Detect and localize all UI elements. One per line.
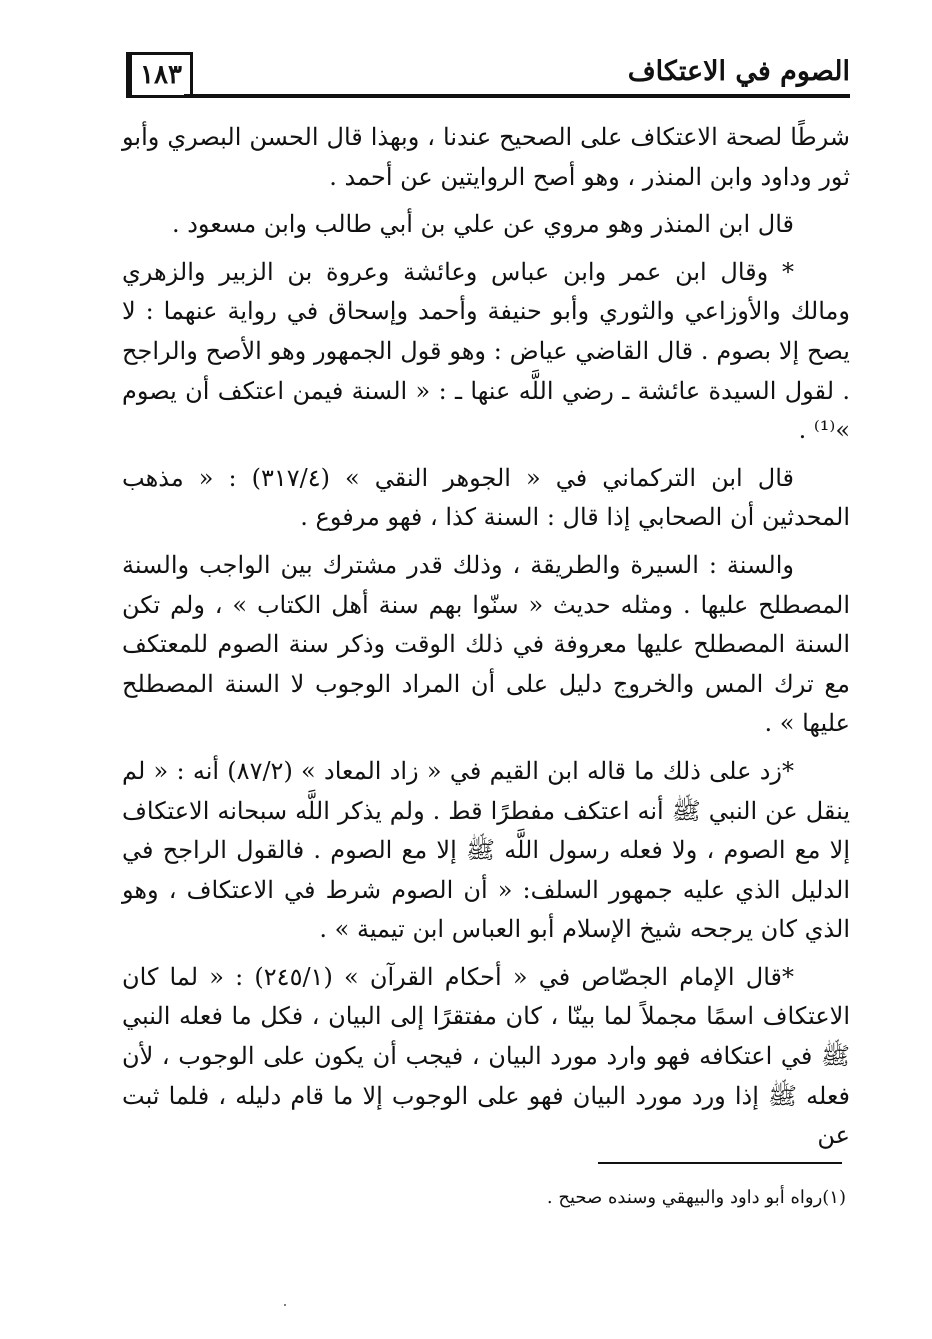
page-number: ١٨٣	[126, 52, 193, 98]
footnote-rule	[598, 1162, 842, 1164]
paragraph-6: *زد على ذلك ما قاله ابن القيم في « زاد المعاد » (٨٧/٢) أنه : « لم ينقل عن النبي ﷺ أنه اعتكف مفطرًا قط . ولم يذكر اللَّه سبحانه الاعتكاف إلا مع الصوم ، ولا فعله رسول اللَّه ﷺ إلا مع الصوم . فالقول الراجح في الدليل الذي عليه جمهور السلف: « أن الصوم شرط في الاعتكاف ، وهو الذي كان يرجحه شيخ الإسلام أبو العباس ابن تيمية » .	[122, 756, 851, 944]
header-rule	[184, 94, 850, 98]
paragraph-3: * وقال ابن عمر وابن عباس وعائشة وعروة بن الزبير والزهري ومالك والأوزاعي والثوري وأبو حنيفة وأحمد وإسحاق في رواية عنهما : لا يصح إلا بصوم . قال القاضي عياض : وهو قول الجمهور وهو الأصح والراجح . لقول السيدة عائشة ـ رضي اللَّه عنها ـ : « السنة فيمن اعتكف أن يصوم »⁽¹⁾ .	[122, 257, 850, 445]
running-title: الصوم في الاعتكاف	[627, 56, 850, 87]
paragraph-4: قال ابن التركماني في « الجوهر النقي » (٣١٧/٤) : « مذهب المحدثين أن الصحابي إذا قال : السنة كذا ، فهو مرفوع .	[122, 463, 850, 532]
paragraph-1: شرطًا لصحة الاعتكاف على الصحيح عندنا ، وبهذا قال الحسن البصري وأبو ثور وداود وابن المنذر ، وهو أصح الروايتين عن أحمد .	[122, 123, 850, 191]
footnote: (١)رواه أبو داود والبيهقي وسنده صحيح .	[546, 1187, 846, 1208]
scan-speck	[284, 1304, 286, 1306]
page-header	[124, 50, 850, 102]
paragraph-7: *قال الإمام الجصّاص في « أحكام القرآن » (٢٤٥/١) : « لما كان الاعتكاف اسمًا مجملاً لما بينّا ، كان مفتقرًا إلى البيان ، فكل ما فعله النبي ﷺ في اعتكافه فهو وارد مورد البيان ، فيجب أن يكون على الوجوب ، لأن فعله ﷺ إذا ورد مورد البيان فهو على الوجوب إلا ما قام دليله ، فلما ثبت عن	[122, 962, 850, 1150]
paragraph-2: قال ابن المنذر وهو مروي عن علي بن أبي طالب وابن مسعود .	[171, 210, 794, 239]
paragraph-5: والسنة : السيرة والطريقة ، وذلك قدر مشترك بين الواجب والسنة المصطلح عليها . ومثله حديث « سنّوا بهم سنة أهل الكتاب » ، ولم تكن السنة المصطلح عليها معروفة في ذلك الوقت وذكر سنة الصوم للمعتكف مع ترك المس والخروج دليل على أن المراد الوجوب لا السنة المصطلح عليها » .	[122, 550, 850, 738]
body-text	[122, 118, 850, 1156]
